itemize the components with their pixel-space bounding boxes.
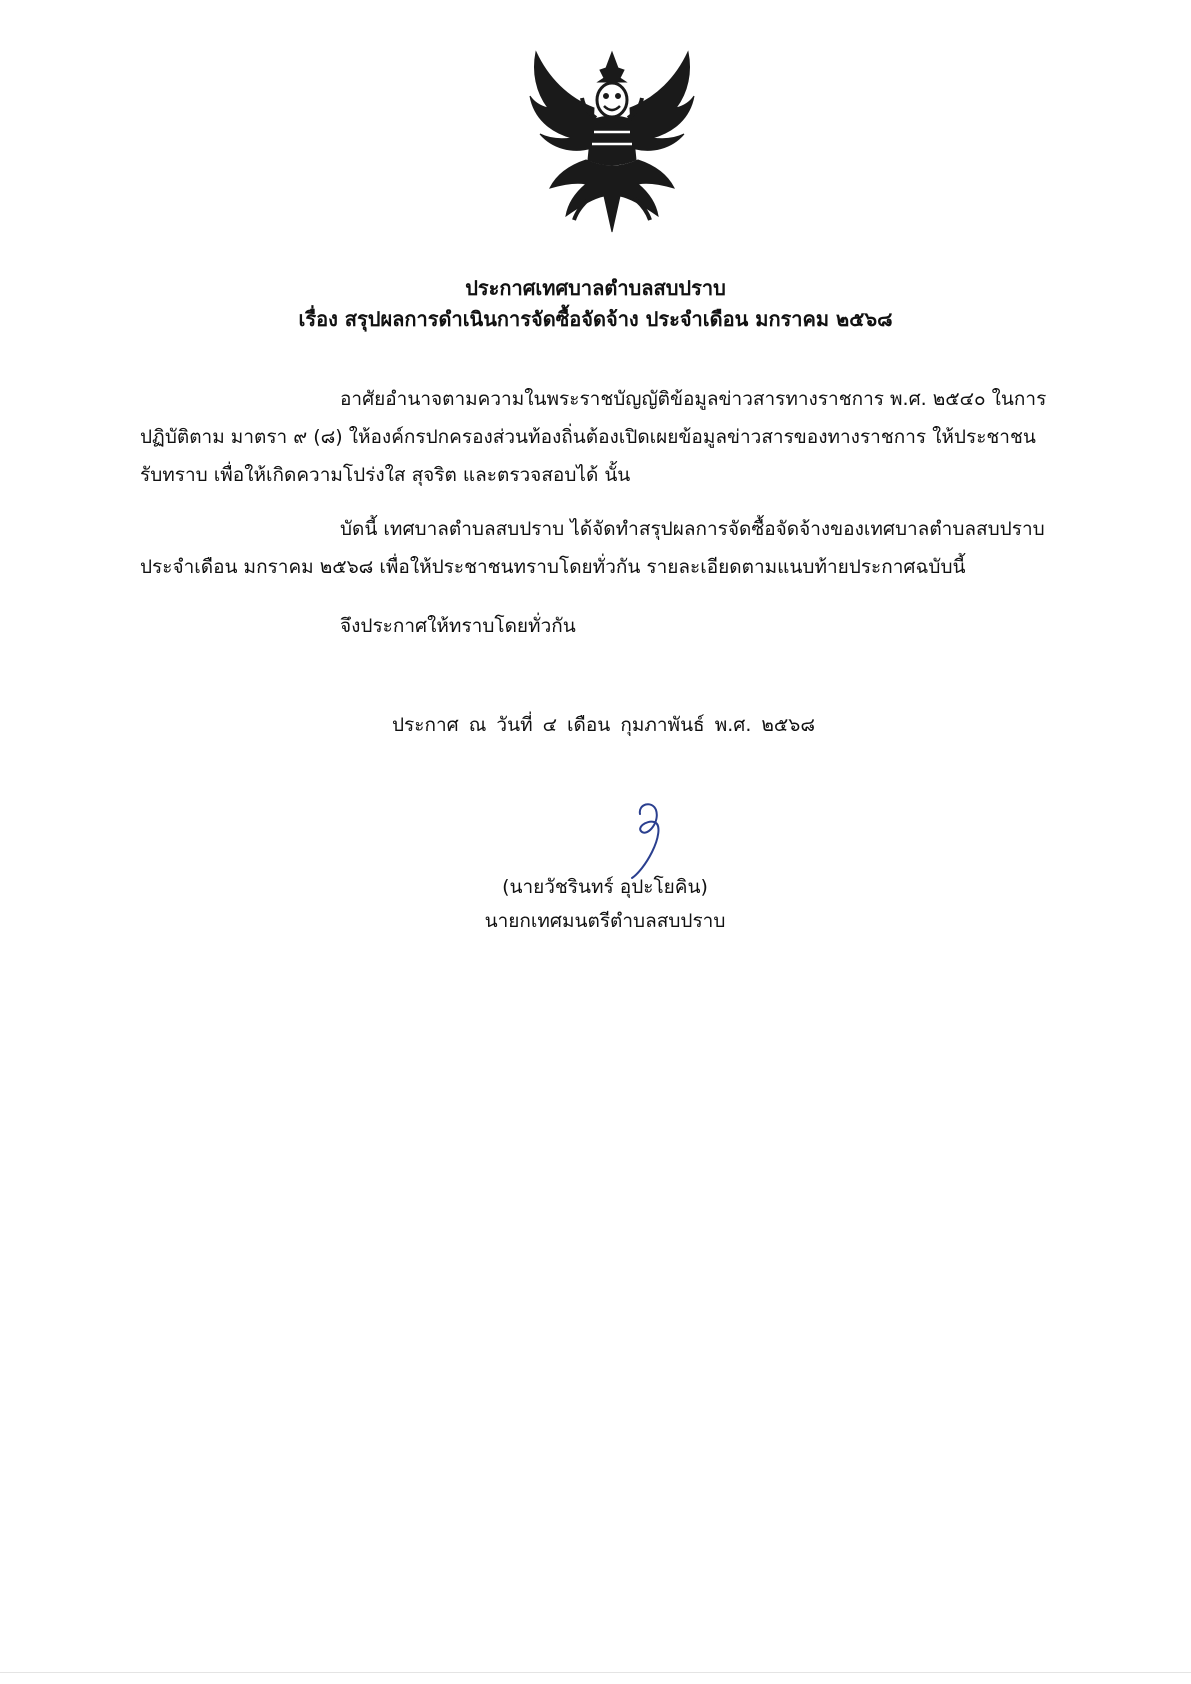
paragraph-line: ปฏิบัติตาม มาตรา ๙ (๘) ให้องค์กรปกครองส่วนท้องถิ่นต้องเปิดเผยข้อมูลข่าวสารของทางราชการ ให้ประชาชน <box>140 426 1036 448</box>
signer-name: (นายวัชรินทร์ อุปะโยคิน) <box>502 876 708 898</box>
paragraph-line: อาศัยอำนาจตามความในพระราชบัญญัติข้อมูลข่าวสารทางราชการ พ.ศ. ๒๕๔๐ ในการ <box>340 388 1047 410</box>
garuda-emblem-icon <box>528 48 696 234</box>
paragraph-line: ประจำเดือน มกราคม ๒๕๖๘ เพื่อให้ประชาชนทราบโดยทั่วกัน รายละเอียดตามแนบท้ายประกาศฉบับนี้ <box>140 556 966 578</box>
paragraph-legal-basis <box>140 380 1090 494</box>
announcement-subject: เรื่อง สรุปผลการดำเนินการจัดซื้อจัดจ้าง ประจำเดือน มกราคม ๒๕๖๘ <box>298 307 893 331</box>
paragraph-line: บัดนี้ เทศบาลตำบลสบปราบ ได้จัดทำสรุปผลการจัดซื้อจัดจ้างของเทศบาลตำบลสบปราบ <box>340 518 1045 540</box>
signature-mark <box>618 800 682 880</box>
paragraph-line: รับทราบ เพื่อให้เกิดความโปร่งใส สุจริต และตรวจสอบได้ นั้น <box>140 464 631 486</box>
announcement-title: ประกาศเทศบาลตำบลสบปราบ <box>465 276 726 300</box>
paragraph-closing: จึงประกาศให้ทราบโดยทั่วกัน <box>340 615 576 637</box>
page-edge-divider <box>0 1672 1191 1673</box>
paragraph-summary <box>140 510 1090 586</box>
announcement-date: ประกาศ ณ วันที่ ๔ เดือน กุมภาพันธ์ พ.ศ. ๒๕๖๘ <box>392 714 816 736</box>
signer-title: นายกเทศมนตรีตำบลสบปราบ <box>484 910 726 932</box>
